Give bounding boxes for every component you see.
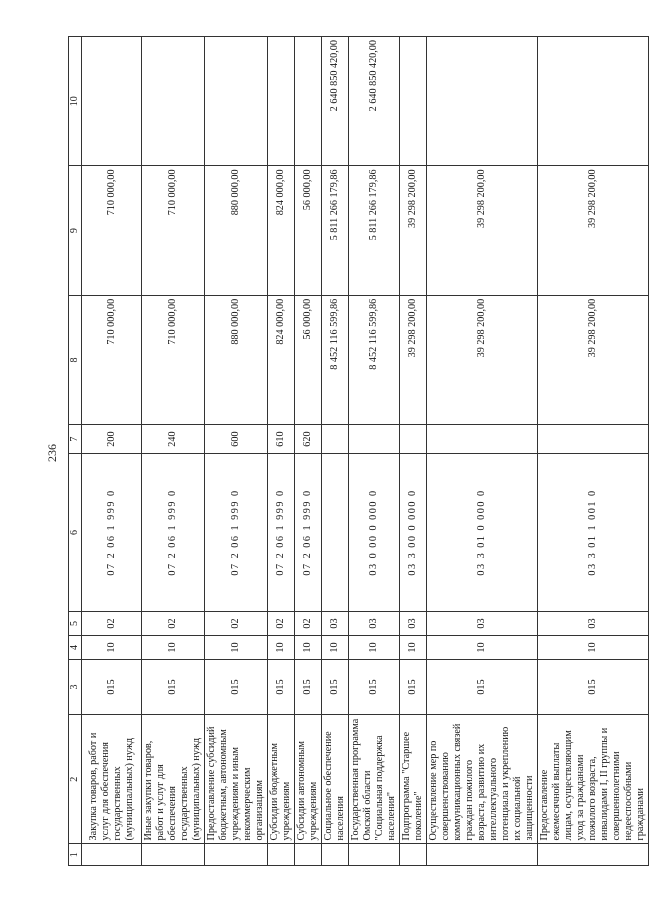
section-cell: 10 bbox=[82, 636, 142, 660]
target-article-cell: 03 3 00 0 000 0 bbox=[400, 453, 427, 611]
target-article-cell bbox=[322, 453, 349, 611]
subsection-cell: 03 bbox=[427, 612, 538, 636]
target-article-cell: 07 2 06 1 999 0 bbox=[205, 453, 268, 611]
header-col-6: 6 bbox=[69, 453, 82, 611]
target-article-cell: 03 0 00 0 000 0 bbox=[349, 453, 400, 611]
row-index-cell bbox=[427, 844, 538, 866]
row-name-cell: Социальное обеспечение населения bbox=[322, 715, 349, 844]
amount-col10-cell bbox=[538, 37, 649, 166]
page-number: 236 bbox=[45, 444, 59, 462]
amount-total-cell: 710 000,00 bbox=[82, 295, 142, 424]
subsection-cell: 02 bbox=[205, 612, 268, 636]
table-row bbox=[82, 37, 142, 866]
amount-total-cell: 824 000,00 bbox=[268, 295, 295, 424]
amount-col9-cell: 5 811 266 179,86 bbox=[349, 166, 400, 295]
admin-code-cell: 015 bbox=[427, 659, 538, 714]
target-article-cell: 03 3 01 1 001 0 bbox=[538, 453, 649, 611]
expense-type-cell bbox=[538, 425, 649, 454]
section-cell: 10 bbox=[205, 636, 268, 660]
section-cell: 10 bbox=[322, 636, 349, 660]
table-row bbox=[322, 37, 349, 866]
amount-col10-cell bbox=[268, 37, 295, 166]
header-col-10: 10 bbox=[69, 37, 82, 166]
admin-code-cell: 015 bbox=[322, 659, 349, 714]
table-row bbox=[295, 37, 322, 866]
section-cell: 10 bbox=[538, 636, 649, 660]
amount-total-cell: 710 000,00 bbox=[142, 295, 205, 424]
target-article-cell: 07 2 06 1 999 0 bbox=[82, 453, 142, 611]
table-row bbox=[205, 37, 268, 866]
target-article-cell: 03 3 01 0 000 0 bbox=[427, 453, 538, 611]
amount-col9-cell: 5 811 266 179,86 bbox=[322, 166, 349, 295]
admin-code-cell: 015 bbox=[295, 659, 322, 714]
amount-col9-cell: 39 298 200,00 bbox=[400, 166, 427, 295]
section-cell: 10 bbox=[295, 636, 322, 660]
amount-col9-cell: 56 000,00 bbox=[295, 166, 322, 295]
admin-code-cell: 015 bbox=[349, 659, 400, 714]
amount-col10-cell bbox=[400, 37, 427, 166]
amount-col9-cell: 880 000,00 bbox=[205, 166, 268, 295]
header-col-7: 7 bbox=[69, 425, 82, 454]
admin-code-cell: 015 bbox=[400, 659, 427, 714]
row-name-cell: Иные закупки товаров, работ и услуг для обеспечения государственных (муниципальных) нужд bbox=[142, 715, 205, 844]
admin-code-cell: 015 bbox=[82, 659, 142, 714]
header-col-1: 1 bbox=[69, 844, 82, 866]
amount-col9-cell: 824 000,00 bbox=[268, 166, 295, 295]
budget-table bbox=[68, 36, 649, 866]
expense-type-cell: 240 bbox=[142, 425, 205, 454]
expense-type-cell: 600 bbox=[205, 425, 268, 454]
rotated-page-content bbox=[68, 36, 646, 866]
row-index-cell bbox=[538, 844, 649, 866]
header-col-8: 8 bbox=[69, 295, 82, 424]
amount-col9-cell: 39 298 200,00 bbox=[427, 166, 538, 295]
table-row bbox=[268, 37, 295, 866]
expense-type-cell bbox=[322, 425, 349, 454]
amount-col10-cell bbox=[82, 37, 142, 166]
section-cell: 10 bbox=[268, 636, 295, 660]
table-row bbox=[538, 37, 649, 866]
amount-col10-cell bbox=[295, 37, 322, 166]
admin-code-cell: 015 bbox=[538, 659, 649, 714]
target-article-cell: 07 2 06 1 999 0 bbox=[142, 453, 205, 611]
amount-total-cell: 39 298 200,00 bbox=[427, 295, 538, 424]
row-name-cell: Субсидии автономным учреждениям bbox=[295, 715, 322, 844]
table-row bbox=[400, 37, 427, 866]
row-name-cell: Государственная программа Омской области "Социальная поддержка населения" bbox=[349, 715, 400, 844]
row-index-cell bbox=[322, 844, 349, 866]
amount-col10-cell bbox=[427, 37, 538, 166]
subsection-cell: 03 bbox=[349, 612, 400, 636]
table-row bbox=[349, 37, 400, 866]
header-row bbox=[69, 37, 82, 866]
expense-type-cell: 200 bbox=[82, 425, 142, 454]
amount-total-cell: 56 000,00 bbox=[295, 295, 322, 424]
subsection-cell: 02 bbox=[268, 612, 295, 636]
amount-total-cell: 880 000,00 bbox=[205, 295, 268, 424]
subsection-cell: 03 bbox=[400, 612, 427, 636]
expense-type-cell: 620 bbox=[295, 425, 322, 454]
subsection-cell: 02 bbox=[82, 612, 142, 636]
expense-type-cell: 610 bbox=[268, 425, 295, 454]
admin-code-cell: 015 bbox=[142, 659, 205, 714]
header-col-4: 4 bbox=[69, 636, 82, 660]
row-name-cell: Предоставление субсидий бюджетным, автономным учреждениям и иным некоммерческим организациям bbox=[205, 715, 268, 844]
amount-col9-cell: 39 298 200,00 bbox=[538, 166, 649, 295]
amount-col10-cell: 2 640 850 420,00 bbox=[322, 37, 349, 166]
header-col-5: 5 bbox=[69, 612, 82, 636]
row-index-cell bbox=[295, 844, 322, 866]
expense-type-cell bbox=[427, 425, 538, 454]
amount-total-cell: 39 298 200,00 bbox=[400, 295, 427, 424]
row-index-cell bbox=[205, 844, 268, 866]
row-name-cell: Осуществление мер по совершенствованию коммуникационных связей граждан пожилого возраста, развитию их интеллектуального потенциала и укреплению их социальной защищенности bbox=[427, 715, 538, 844]
amount-col10-cell: 2 640 850 420,00 bbox=[349, 37, 400, 166]
amount-col9-cell: 710 000,00 bbox=[142, 166, 205, 295]
row-index-cell bbox=[142, 844, 205, 866]
header-col-9: 9 bbox=[69, 166, 82, 295]
row-index-cell bbox=[268, 844, 295, 866]
row-name-cell: Подпрограмма "Старшее поколение" bbox=[400, 715, 427, 844]
admin-code-cell: 015 bbox=[268, 659, 295, 714]
header-col-3: 3 bbox=[69, 659, 82, 714]
row-name-cell: Предоставление ежемесячной выплаты лицам, осуществляющим уход за гражданами пожилого возраста, инвалидами I, II группы и совершеннолетними недееспособными гражданами bbox=[538, 715, 649, 844]
admin-code-cell: 015 bbox=[205, 659, 268, 714]
amount-total-cell: 8 452 116 599,86 bbox=[349, 295, 400, 424]
row-index-cell bbox=[349, 844, 400, 866]
row-name-cell: Закупка товаров, работ и услуг для обеспечения государственных (муниципальных) нужд bbox=[82, 715, 142, 844]
row-index-cell bbox=[82, 844, 142, 866]
table-row bbox=[142, 37, 205, 866]
expense-type-cell bbox=[400, 425, 427, 454]
subsection-cell: 03 bbox=[538, 612, 649, 636]
amount-col10-cell bbox=[205, 37, 268, 166]
subsection-cell: 02 bbox=[295, 612, 322, 636]
section-cell: 10 bbox=[427, 636, 538, 660]
amount-col10-cell bbox=[142, 37, 205, 166]
amount-total-cell: 8 452 116 599,86 bbox=[322, 295, 349, 424]
subsection-cell: 03 bbox=[322, 612, 349, 636]
section-cell: 10 bbox=[400, 636, 427, 660]
amount-total-cell: 39 298 200,00 bbox=[538, 295, 649, 424]
subsection-cell: 02 bbox=[142, 612, 205, 636]
amount-col9-cell: 710 000,00 bbox=[82, 166, 142, 295]
target-article-cell: 07 2 06 1 999 0 bbox=[295, 453, 322, 611]
row-name-cell: Субсидии бюджетным учреждениям bbox=[268, 715, 295, 844]
header-col-2: 2 bbox=[69, 715, 82, 844]
target-article-cell: 07 2 06 1 999 0 bbox=[268, 453, 295, 611]
section-cell: 10 bbox=[142, 636, 205, 660]
row-index-cell bbox=[400, 844, 427, 866]
table-row bbox=[427, 37, 538, 866]
expense-type-cell bbox=[349, 425, 400, 454]
section-cell: 10 bbox=[349, 636, 400, 660]
